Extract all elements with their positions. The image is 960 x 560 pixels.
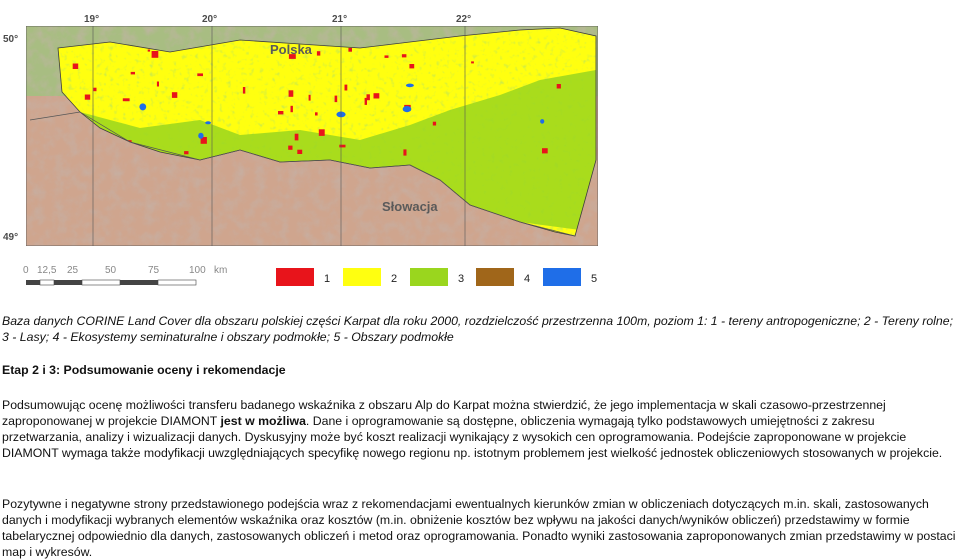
paragraph-summary xyxy=(2,397,957,461)
longitude-labels xyxy=(84,14,471,25)
legend-swatch-5 xyxy=(543,268,581,286)
urban-patch xyxy=(123,98,130,101)
lon-label: 22° xyxy=(456,14,472,25)
urban-patch xyxy=(197,73,203,76)
legend-swatch-3 xyxy=(410,268,448,286)
urban-patch xyxy=(73,64,79,70)
wetland-patch xyxy=(406,84,414,88)
lon-label: 19° xyxy=(84,14,100,25)
legend-label-4: 4 xyxy=(524,273,531,285)
figure-caption: Baza danych CORINE Land Cover dla obszaru polskiej części Karpat dla roku 2000, rozdzielczość przestrzenna 100m, poziom 1: 1 - tereny antropogeniczne; 2 - Tereny rolne; 3 - Lasy; 4 - Ekosystemy seminaturalne i obszary podmokłe; 5 - Obszary podmokłe xyxy=(2,314,953,344)
scale-tick: 0 xyxy=(23,265,29,276)
urban-patch xyxy=(315,112,318,115)
lon-label: 21° xyxy=(332,14,348,25)
urban-patch xyxy=(243,87,245,94)
urban-patch xyxy=(291,106,293,112)
urban-patch xyxy=(348,48,352,52)
urban-patch xyxy=(295,134,299,141)
urban-patch xyxy=(309,95,311,101)
urban-patch xyxy=(409,64,414,68)
lon-label: 20° xyxy=(202,14,218,25)
urban-patch xyxy=(402,54,407,57)
section-heading: Etap 2 i 3: Podsumowanie oceny i rekomendacje xyxy=(2,363,286,377)
wetland-patch xyxy=(198,133,203,139)
urban-patch xyxy=(542,148,548,153)
legend-label-1: 1 xyxy=(324,273,331,285)
scale-tick: 75 xyxy=(148,265,160,276)
urban-patch xyxy=(131,72,135,75)
wetland-patch xyxy=(139,103,146,110)
scale-unit: km xyxy=(214,265,228,276)
urban-patch xyxy=(148,50,150,52)
paragraph-recommendations: Pozytywne i negatywne strony przedstawionego podejścia wraz z rekomendacjami ewentualnych kierunków zmian w obliczeniach dotyczących m.in. skali, zastosowanych danych i modyfikacji wybranych elementów wskaźnika oraz kosztów (m.in. obniżenie kosztów bez wpływu na jakości danych/wyników obliczeń) przedstawimy w formie tabelarycznej odpowiednio dla danych, zastosowanych obliczeń i metod oraz oprogramowania. Ponadto wyniki zastosowania zaproponowanych zmian przedstawimy w postaci map i wykresów. xyxy=(2,497,956,559)
scale-tick: 12,5 xyxy=(37,265,57,276)
urban-patch xyxy=(365,98,367,105)
urban-patch xyxy=(374,93,380,98)
scale-tick: 50 xyxy=(105,265,117,276)
urban-patch xyxy=(278,111,283,114)
wetland-patch xyxy=(540,119,544,124)
para1-text-a: Podsumowując ocenę możliwości transferu badanego wskaźnika z obszaru Alp do Karpat można stwierdzić, że jego implementacja w skali czasowo-przestrzennej zaproponowanej w projekcie DIAMONT xyxy=(2,398,886,428)
urban-patch xyxy=(319,129,325,136)
urban-patch xyxy=(157,82,159,87)
urban-patch xyxy=(345,85,348,91)
country-label-slovakia: Słowacja xyxy=(382,199,438,214)
urban-patch xyxy=(172,92,177,98)
legend-swatch-2 xyxy=(343,268,381,286)
legend-label-2: 2 xyxy=(391,273,398,285)
country-label-poland: Polska xyxy=(270,42,312,57)
legend-label-5: 5 xyxy=(591,273,598,285)
para1-text-c: . Dane i oprogramowanie są dostępne, obliczenia wymagają tylko podstawowych umiejętności z zakresu przetwarzania, analizy i wizualizacji danych. Dyskusyjny może być koszt realizacji wynikający z wysokich cen oprogramowania. Podejście zaproponowane w projekcie DIAMONT wymaga także modyfikacji uwzględniających specyfikę nowego regionu np. istotnym problemem jest wielkość jednostek obliczeniowych stosowanych w projekcie. xyxy=(2,414,943,460)
urban-patch xyxy=(339,145,345,148)
urban-patch xyxy=(335,96,338,103)
lat-label: 49° xyxy=(3,232,19,243)
scale-tick: 25 xyxy=(67,265,79,276)
map-frame xyxy=(26,26,598,246)
urban-patch xyxy=(385,55,389,58)
urban-patch xyxy=(289,90,294,97)
urban-patch xyxy=(367,94,370,100)
legend-swatch-4 xyxy=(476,268,514,286)
urban-patch xyxy=(557,84,561,89)
scale-bar xyxy=(23,265,227,285)
urban-patch xyxy=(152,51,159,58)
wetland-patch xyxy=(205,121,211,124)
map-legend xyxy=(276,268,597,286)
urban-patch xyxy=(184,151,188,154)
urban-patch xyxy=(317,51,320,55)
legend-swatch-1 xyxy=(276,268,314,286)
urban-patch xyxy=(85,95,90,100)
legend-label-3: 3 xyxy=(458,273,465,285)
urban-patch xyxy=(433,122,436,126)
wetland-patch xyxy=(403,106,412,112)
urban-patch xyxy=(297,150,302,154)
para1-emphasis: jest w możliwa xyxy=(220,414,306,428)
lat-label: 50° xyxy=(3,34,19,45)
urban-patch xyxy=(403,149,406,155)
urban-patch xyxy=(93,88,96,92)
scale-tick: 100 xyxy=(189,265,206,276)
latitude-labels xyxy=(3,34,18,243)
urban-patch xyxy=(288,146,292,150)
urban-patch xyxy=(471,61,474,63)
